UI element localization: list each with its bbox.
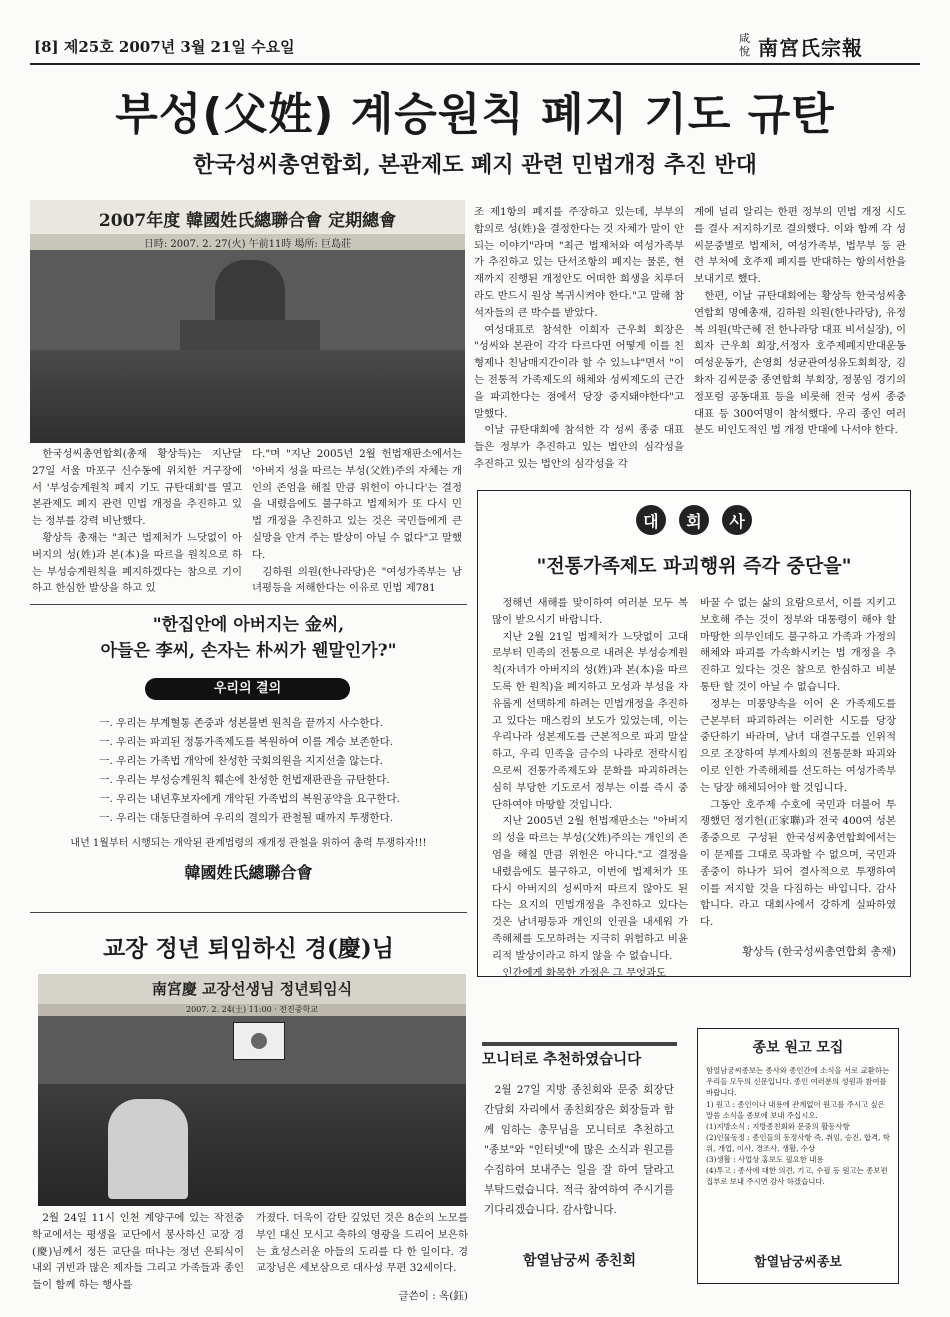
header-rule bbox=[30, 63, 920, 65]
recruit-intro: 함열남궁씨종보는 종사와 종인간에 소식을 서로 교환하는 우리들 모두의 신문입니다. 종인 여러분의 성원과 참여를 바랍니다. bbox=[706, 1066, 890, 1097]
hanbok-figures bbox=[108, 1099, 188, 1199]
paragraph: 김하원 의원(한나라당)은 "여성가족부는 남녀평등을 저해한다는 이유로 민법 제781 bbox=[252, 565, 462, 595]
article1-col-b bbox=[252, 446, 462, 596]
commentary-title: "전통가족제도 파괴행위 즉각 중단을" bbox=[536, 555, 852, 577]
seal-top: 咸 bbox=[739, 32, 750, 45]
retirement-photo bbox=[38, 974, 466, 1206]
commentary-col-a bbox=[492, 595, 688, 979]
circle-char: 대 bbox=[636, 505, 666, 535]
resolution-item: 一. 우리는 가족법 개악에 찬성한 국회의원을 지지선출 않는다. bbox=[99, 755, 383, 767]
recruit-item: (4)투고 : 종사에 대한 의견, 기고, 수필 등 원고는 종보편집부로 보내 주시면 감사 하겠습니다. bbox=[706, 1166, 888, 1186]
paragraph: 여성대표로 참석한 이희자 근우회 회장은 "성씨와 본관이 각각 다르다면 어떻게 이를 친형제나 친남매지간이라 할 수 있느냐"면서 "이는 전통적 가족제도의 해체와 성씨제도의 근간을 파괴한다는 점에서 당장 중지돼야한다"고 말했다. bbox=[474, 323, 684, 420]
resolution-box bbox=[30, 606, 467, 906]
resolution-footer: 내년 1월부터 시행되는 개악된 관계법령의 재개정 관철을 위하여 총력 투쟁하자!!! bbox=[70, 838, 427, 849]
article1-col-d bbox=[694, 204, 906, 472]
recruit-box bbox=[697, 1028, 899, 1284]
recruit-item: (2)인물동정 : 종인들의 동정사항 즉, 취임, 승진, 합격, 학위, 개업, 이사, 경조사, 생활, 수상 bbox=[706, 1133, 890, 1153]
sub-headline: 한국성씨총연합회, 본관제도 폐지 관련 민법개정 추진 반대 bbox=[193, 152, 757, 178]
paragraph: 계에 널리 알리는 한편 정부의 민법 개정 시도를 결사 저지하기로 결의했다. 이와 함께 각 성씨문중별로 법제처, 여성가족부, 법무부 등 관련 부처에 호주제 폐지를 반대하는 항의서한을 보내기로 했다. bbox=[694, 206, 906, 286]
paragraph: 2월 24일 11시 인천 계양구에 있는 작전중학교에서는 평생을 교단에서 봉사하신 교장 경(慶)님께서 정든 교단을 떠나는 정년 은퇴식이 내외 귀빈과 많은 제자들 그리고 가족들과 종인들이 함께 하는 행사를 bbox=[32, 1212, 244, 1292]
resolution-quote-2: 아들은 李씨, 손자는 朴씨가 웬말인가?" bbox=[100, 641, 397, 661]
paragraph: 정부는 미풍양속을 이어 온 가족제도를 근본부터 파괴하려는 이러한 시도를 당장 중단하기 바라며, 남녀 대결구도를 인위적으로 조장하여 부계사회의 전통문화 파괴와 이로 인한 가족해체를 선도하는 여성가족부는 당장 해체되어야 할 것입니다. bbox=[700, 697, 896, 794]
commentary-box bbox=[477, 490, 911, 977]
paragraph: 지난 2월 21일 법제처가 느닷없이 고대로부터 민족의 전통으로 내려온 부성승계원칙(자녀가 아버지의 성(姓)과 본(本)을 따르도록 한 원칙)을 폐지하고 모성과 부성을 자유롭게 선택하게 하려는 민법개정을 추진하고 있다는 매스컴의 보도가 있었는데, 이는 우리나라 성본제도를 근본적으로 파괴 말살하고, 우리 민족을 금수의 나라로 전락시킴으로써 전통가족제도와 문화를 파괴하려는 심히 부당한 기도로서 정부는 이를 즉시 중단하여야 마땅할 것입니다. bbox=[492, 630, 688, 811]
meeting-photo bbox=[30, 200, 465, 443]
photo-banner-sub: 日時: 2007. 2. 27(火) 午前11時 場所: 巨島莊 bbox=[143, 239, 352, 250]
resolution-org: 韓國姓氏總聯合會 bbox=[184, 863, 313, 882]
paragraph: 이날 규탄대회에 참석한 각 성씨 종중 대표들은 정부가 추진하고 있는 법안의 심각성을 추진하고 있는 법안의 심각성을 각 bbox=[474, 424, 684, 470]
article1-col-c bbox=[474, 204, 684, 472]
recruit-list bbox=[706, 1099, 890, 1187]
page-header bbox=[30, 32, 920, 62]
retirement-byline: 글쓴이 : 옥(鈺) bbox=[398, 1290, 468, 1302]
resolution-item: 一. 우리는 부성승계원칙 훼손에 찬성한 헌법재판관을 규탄한다. bbox=[99, 774, 390, 786]
recruit-item: (3)생활 : 사업상 홍보도 필요한 내용 bbox=[706, 1155, 824, 1164]
group-figures bbox=[38, 1084, 466, 1206]
paper-name: 南宮氏宗報 bbox=[758, 36, 863, 60]
retirement-photo-banner: 南宮慶 교장선생님 정년퇴임식 bbox=[151, 980, 353, 998]
paragraph: 지난 2005년 2월 헌법재판소는 "아버지의 성을 따르는 부성(父姓)주의는 개인의 존엄을 해칠 만큼 위헌은 아니다."고 결정을 내렸음에도 불구하고, 이번에 법제처가 또 다시 아버지의 성씨마저 따르지 않아도 된다는 요지의 민법개정을 추진하고 있다는 것은 남녀평등과 개인의 인권을 내세워 가족해체를 도모하려는 지극히 위험하고 비윤리적 발상이라고 하지 않을 수 없습니다. bbox=[492, 815, 688, 962]
resolution-label: 우리의 결의 bbox=[145, 678, 350, 700]
resolution-item: 一. 우리는 파괴된 정통가족제도를 복원하여 이를 계승 보존한다. bbox=[99, 736, 394, 748]
retirement-col-a bbox=[32, 1210, 244, 1302]
circle-char: 사 bbox=[722, 505, 752, 535]
recruit-item: (1)지방소식 : 지방종친회와 문중의 활동사항 bbox=[706, 1122, 850, 1131]
commentary-signature: 황상득 (한국성씨총연합회 총재) bbox=[742, 945, 896, 958]
paragraph: 2월 27일 지방 종친회와 문중 회장단 간담회 자리에서 종친회장은 회장들과 함께 임하는 총무님을 모니터로 추천하고 "종보"와 "인터넷"에 많은 소식과 원고를 수집하여 보내주는 일을 잘 하여 달라고 부탁드렸습니다. 적극 참여하여 주시기를 기다리겠습니다. 감사합니다. bbox=[484, 1084, 674, 1216]
circle-char: 회 bbox=[679, 505, 709, 535]
paragraph: 황상득 총재는 "최근 법제처가 느닷없이 아버지의 성(姓)과 본(本)을 따르을 원칙으로 하는 부성승계원칙을 폐지하겠다는 참으로 기이하고 한심한 발상을 하고 있 bbox=[32, 531, 242, 595]
monitor-title: 모니터로 추천하였습니다 bbox=[482, 1051, 642, 1068]
monitor-body bbox=[484, 1080, 674, 1250]
retirement-col-b bbox=[256, 1210, 468, 1286]
resolution-item: 一. 우리는 대동단결하여 우리의 결의가 관철될 때까지 투쟁한다. bbox=[99, 812, 394, 824]
paragraph: 바꿀 수 없는 삶의 요람으로서, 이를 지키고 보호해 주는 것이 정부와 대통령이 해야 할 마땅한 의무인데도 불구하고 가족과 가정의 해체와 파괴를 가속화시키는 법 개정을 추진하고 있다는 것은 참으로 한심하고 비분통탄 할 것이 아닐 수 없습니다. bbox=[700, 597, 896, 693]
paragraph: 다."며 "지난 2005년 2월 헌법재판소에서는 '아버지 성을 따르는 부성(父姓)주의 자체는 개인의 존엄을 해칠 만큼 위헌이 아니다'는 결정을 내렸음에도 불구하고 법제처가 또 다시 민법 개정을 추진하고 있는 것은 국민들에게 큰 실망을 안겨 주는 발상이 아닐 수 없다"고 말했다. bbox=[252, 448, 462, 561]
audience bbox=[30, 350, 465, 443]
paragraph: 조 제1항의 폐지를 주장하고 있는데, 부부의 합의로 성(姓)을 결정한다는 것 자체가 말이 안되는 이야기"라며 "최근 법제처와 여성가족부가 추진하고 있는 단서조항의 폐지는 물론, 현재까지 진행된 개정안도 어떠한 희생을 치루더라도 반드시 원상 복귀시켜야 한다."고 말해 참석자들의 큰 박수를 받았다. bbox=[474, 206, 684, 319]
commentary-col-b bbox=[700, 595, 896, 935]
recruit-title: 종보 원고 모집 bbox=[752, 1040, 844, 1056]
paragraph: 한국성씨총연합회(총재 황상득)는 지난달 27일 서울 마포구 신수동에 위치한 거구장에서 '부성승계원칙 폐지 기도 규탄대회'를 열고 본관제도 폐지 관련 민법 개정을 추진하고 있는 정부를 강력 비난했다. bbox=[32, 448, 242, 528]
paragraph: 그동안 호주제 수호에 국민과 더불어 투쟁했던 정기헌(正家聯)과 전국 400여 성본종중으로 구성된 한국성씨총연합회에서는 이 문제를 그대로 묵과할 수 없으며, 국민과 종중이 하나가 되어 결사적으로 투쟁하여 이를 저지할 것을 다짐하는 바입니다. 감사합니다. 라고 대회사에서 강하게 실파하였다. bbox=[700, 798, 896, 929]
monitor-sign: 함열남궁씨 종친회 bbox=[522, 1253, 637, 1269]
paragraph: 정해년 새해를 맞이하여 여러분 모두 복 많이 받으시기 바랍니다. bbox=[492, 597, 688, 626]
resolution-item: 一. 우리는 내년후보자에게 개악된 가족법의 복원공약을 요구한다. bbox=[99, 793, 400, 805]
seal-bottom: 悅 bbox=[739, 45, 750, 58]
issue-line: [8] 제25호 2007년 3월 21일 수요일 bbox=[34, 38, 295, 56]
flag-icon bbox=[233, 1022, 285, 1060]
recruit-sign: 함열남궁씨종보 bbox=[754, 1255, 842, 1270]
resolution-list bbox=[85, 714, 465, 828]
photo-banner-title: 2007年度 韓國姓氏總聯合會 定期總會 bbox=[98, 211, 397, 231]
paragraph: 인간에게 화목한 가정은 그 무엇과도 bbox=[502, 966, 667, 979]
commentary-circles bbox=[478, 505, 910, 535]
main-headline: 부성(父姓) 계승원칙 폐지 기도 규탄 bbox=[115, 89, 835, 140]
article1-col-a bbox=[32, 446, 242, 596]
retirement-photo-sub: 2007. 2. 24(土) 11:00 · 전진중학교 bbox=[186, 1005, 318, 1014]
retirement-title: 교장 정년 퇴임하신 경(慶)님 bbox=[103, 935, 394, 962]
paragraph: 한편, 이날 규탄대회에는 황상득 한국성씨총연합회 명예총재, 김하원 의원(한나라당), 유정복 의원(박근혜 전 한나라당 대표 비서실장), 이희자 근우회 회장,서정자 호주제폐지반대운동 여성운동가, 손영희 성균관여성유도회회장, 김화자 김씨문중 종연합회 부회장, 정봉임 경기의정포럼 공동대표 등을 비롯해 전국 성씨 종중 대표 등 300여명이 참석했다. 우리 종인 여러분도 비인도적인 법 개정 반대에 나서야 한다. bbox=[694, 289, 906, 437]
recruit-item: 1) 원고 : 종인이나 내용에 관계없이 원고를 주시고 싶은 말씀 소식을 종보에 보내 주십시오. bbox=[706, 1100, 885, 1120]
resolution-item: 一. 우리는 부계혈통 존중과 성본불변 원칙을 끝까지 사수한다. bbox=[99, 717, 383, 729]
resolution-quote-1: "한집안에 아버지는 金씨, bbox=[152, 615, 345, 635]
paragraph: 가졌다. 더욱이 감탄 깊었던 것은 8순의 노모를 부인 대신 모시고 축하의 영광을 드리어 보은하는 효성스러운 아들의 도리를 다 한 일이다. 경교장님은 세보삼으로 대사성 무편 32세이다. bbox=[256, 1212, 468, 1275]
